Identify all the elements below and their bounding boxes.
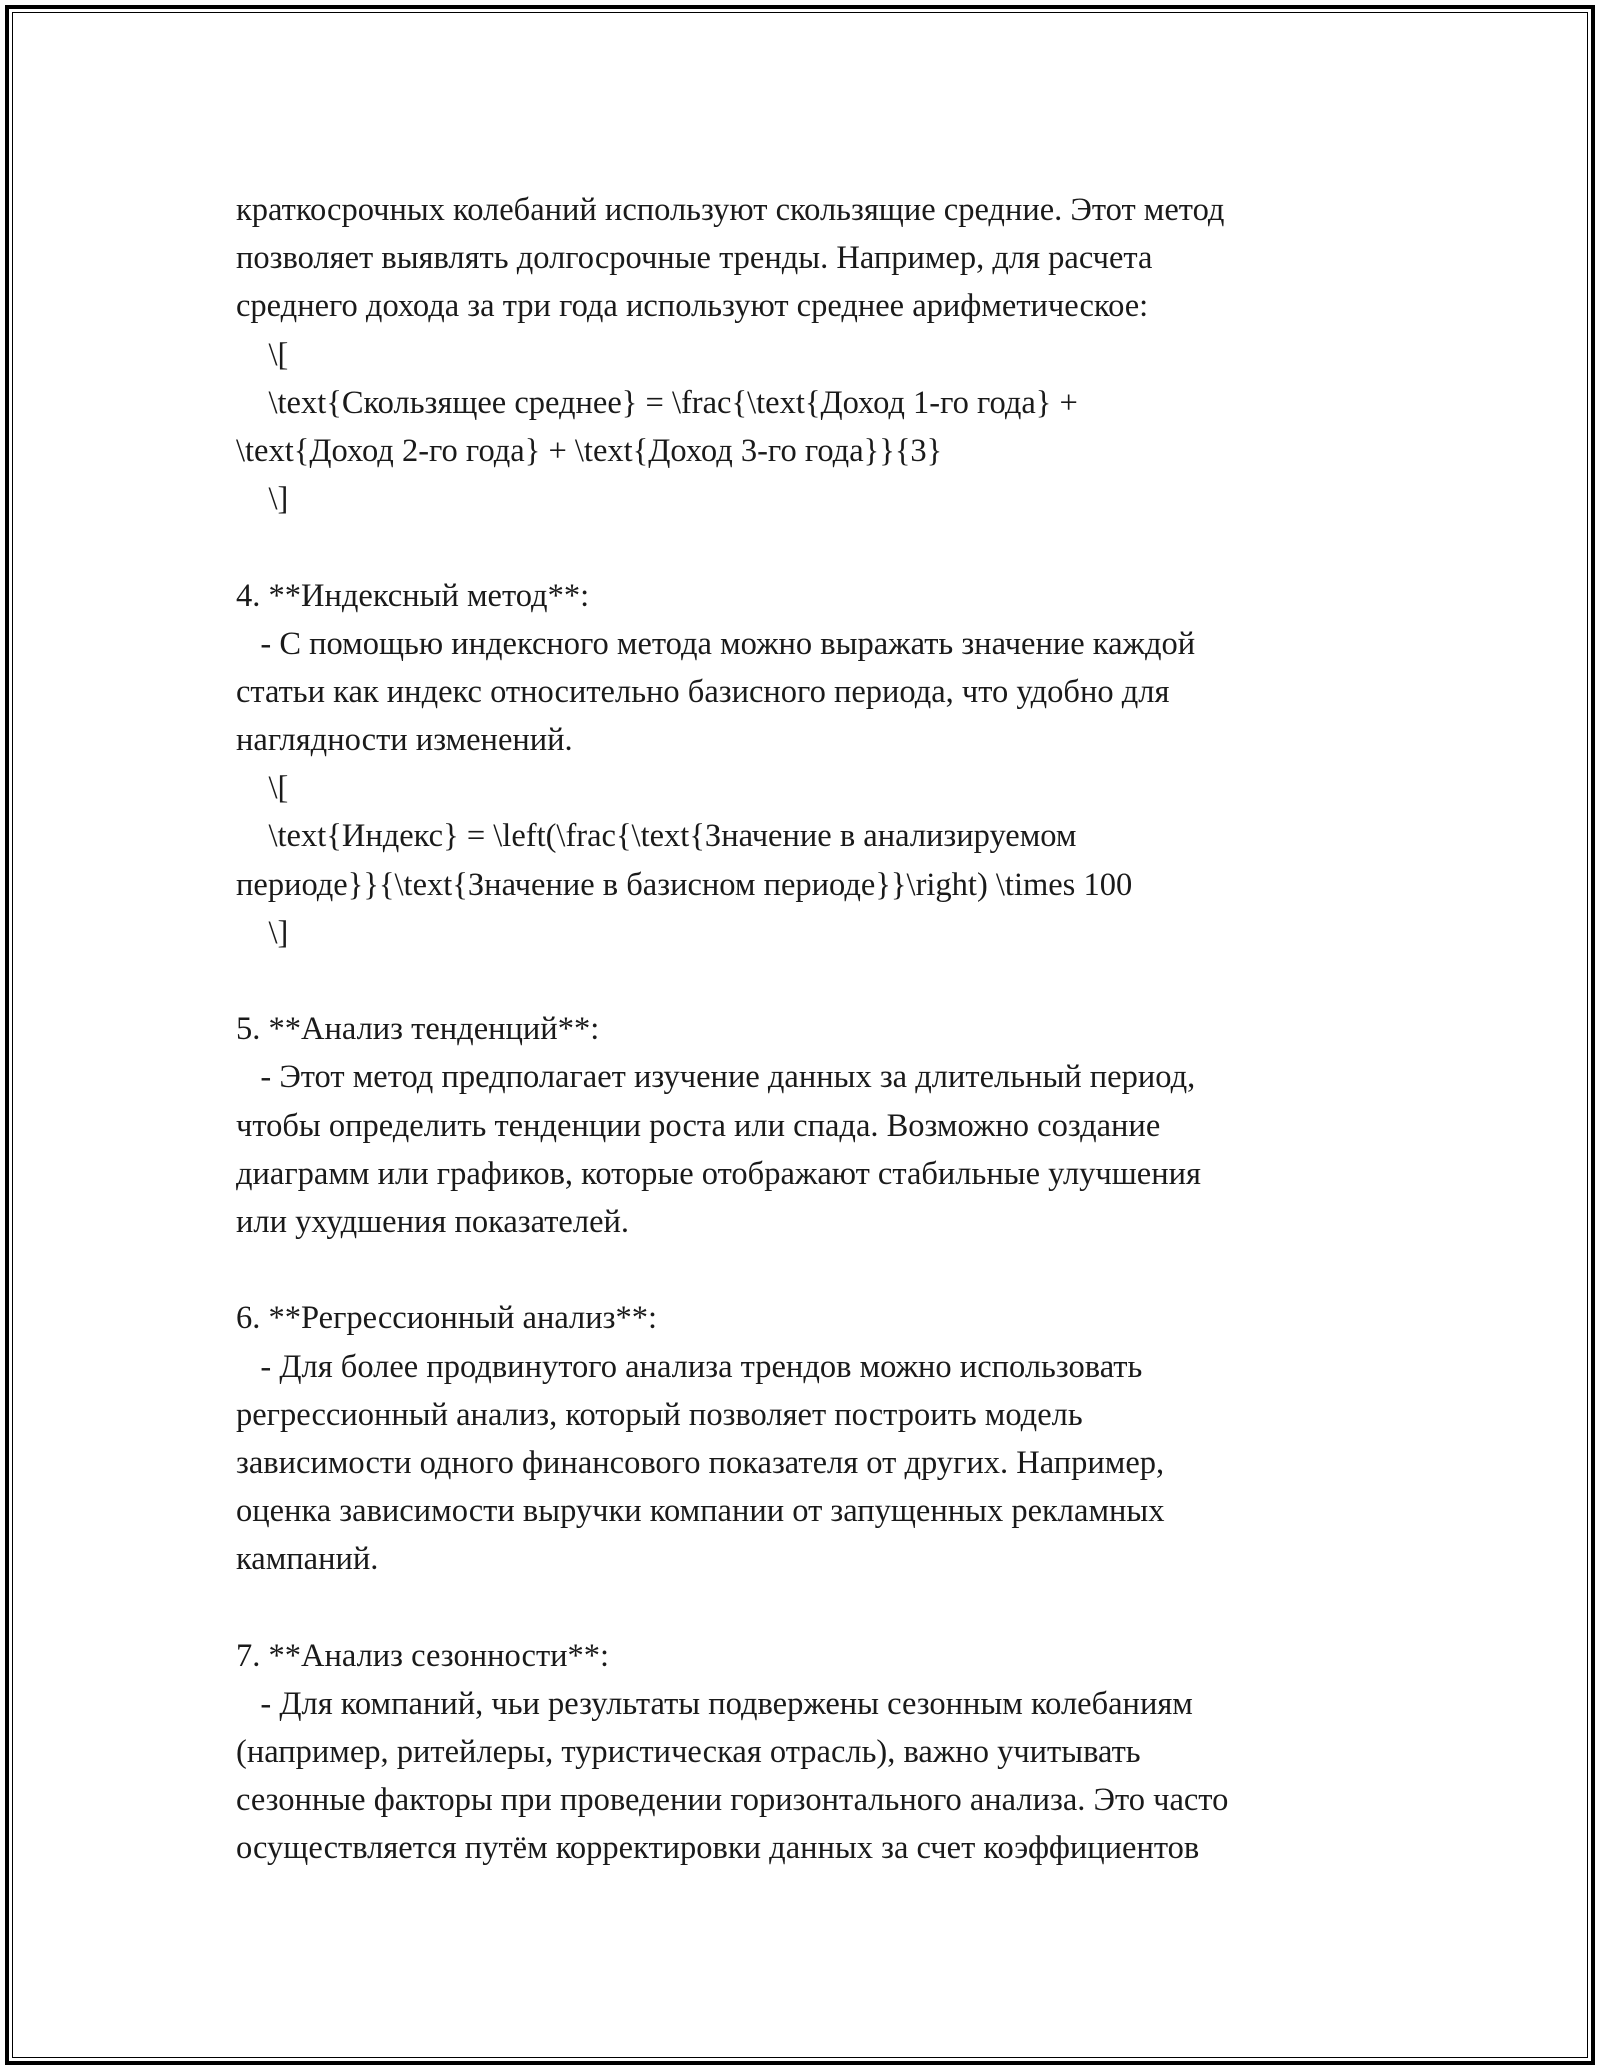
text-line: краткосрочных колебаний используют скользящие средние. Этот метод [236, 192, 1225, 228]
blank-line [236, 1246, 1386, 1294]
text-line: или ухудшения показателей. [236, 1203, 630, 1240]
text-line: осуществляется путём корректировки данных за счет коэффициентов [236, 1830, 1200, 1867]
section-heading: 4. **Индексный метод**: [236, 577, 590, 614]
blank-line [236, 523, 1386, 571]
text-line: - С помощью индексного метода можно выражать значение каждой [236, 625, 1196, 662]
formula-line: \text{Скользящее среднее} = \frac{\text{Доход 1-го года} + [236, 384, 1078, 421]
text-line: статьи как индекс относительно базисного периода, что удобно для [236, 673, 1170, 710]
formula-line: \text{Доход 2-го года} + \text{Доход 3-го года}}{3} [236, 432, 943, 469]
formula-line: \text{Индекс} = \left(\frac{\text{Значение в анализируемом [236, 818, 1077, 855]
text-line: (например, ритейлеры, туристическая отрасль), важно учитывать [236, 1734, 1141, 1770]
text-line: - Для более продвинутого анализа трендов можно использовать [236, 1348, 1143, 1385]
text-line: позволяет выявлять долгосрочные тренды. Например, для расчета [236, 240, 1153, 277]
text-line: чтобы определить тенденции роста или спада. Возможно создание [236, 1107, 1161, 1144]
formula-close-line: \] [236, 914, 289, 951]
document-body [236, 186, 1386, 1873]
text-line: среднего дохода за три года используют среднее арифметическое: [236, 288, 1149, 325]
formula-open-line: \[ [236, 336, 289, 373]
formula-close-line: \] [236, 481, 289, 518]
blank-line [236, 1583, 1386, 1631]
text-line: сезонные факторы при проведении горизонтального анализа. Это часто [236, 1782, 1229, 1819]
text-line: кампаний. [236, 1541, 379, 1578]
section-heading: 7. **Анализ сезонности**: [236, 1637, 610, 1674]
text-line: наглядности изменений. [236, 722, 573, 759]
formula-open-line: \[ [236, 770, 289, 807]
text-line: - Этот метод предполагает изучение данных за длительный период, [236, 1059, 1196, 1096]
section-heading: 5. **Анализ тенденций**: [236, 1011, 600, 1048]
section-heading: 6. **Регрессионный анализ**: [236, 1300, 658, 1337]
text-line: зависимости одного финансового показателя от других. Например, [236, 1444, 1165, 1481]
text-line: - Для компаний, чьи результаты подвержены сезонным колебаниям [236, 1685, 1193, 1722]
text-line: оценка зависимости выручки компании от запущенных рекламных [236, 1493, 1165, 1530]
text-line: диаграмм или графиков, которые отображают стабильные улучшения [236, 1155, 1201, 1192]
text-line: регрессионный анализ, который позволяет построить модель [236, 1396, 1083, 1433]
blank-line [236, 957, 1386, 1005]
formula-line: периоде}}{\text{Значение в базисном периоде}}\right) \times 100 [236, 866, 1133, 903]
